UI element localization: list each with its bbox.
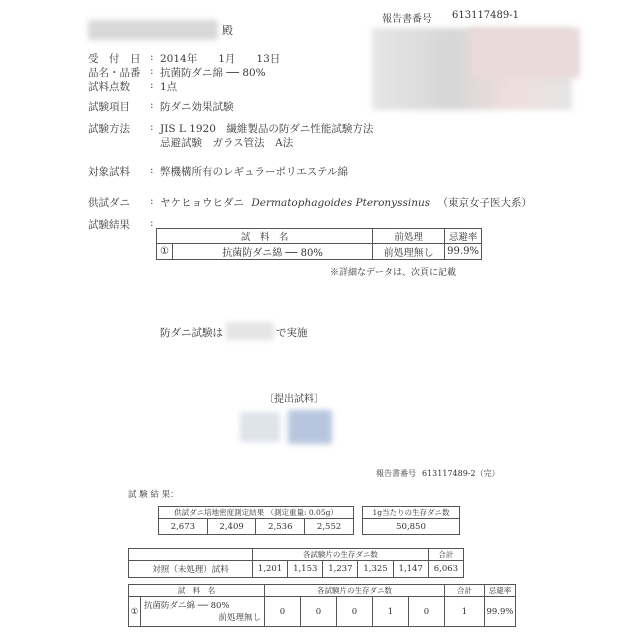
field-value-test-method: JIS L 1920 繊維製品の防ダニ性能試験方法 (160, 123, 374, 135)
control-total: 6,063 (428, 561, 463, 578)
control-value: 1,153 (288, 561, 323, 578)
sample-rate: 99.9% (484, 597, 515, 627)
sample-value: 0 (408, 597, 444, 627)
mite-name-latin: Dermatophagoides Pteronyssinus (251, 197, 431, 209)
field-sep: : (150, 121, 154, 133)
redacted-stamp-upper (470, 28, 580, 78)
table-row (363, 519, 460, 535)
mite-origin: （東京女子医大系） (437, 197, 532, 209)
field-label-test-method: 試験方法 (88, 123, 130, 135)
density-value: 2,536 (256, 519, 305, 535)
field-value-product: 抗菌防ダニ綿 ── 80% (160, 67, 266, 79)
density-value: 2,552 (305, 519, 354, 535)
result-table-header (157, 229, 482, 244)
field-value-test-method-2: 忌避試験 ガラス管法 A法 (160, 137, 294, 149)
page2-results-label: 試 験 結 果： (128, 490, 179, 500)
field-label-sample-count: 試料点数 (88, 81, 130, 93)
density-header: 供試ダニ培地密度測定結果 （測定重量: 0.05g） (159, 507, 354, 519)
sample-name: 抗菌防ダニ綿 ── 80% (144, 600, 230, 611)
result-table (156, 228, 482, 260)
control-blank-header (129, 549, 253, 561)
row-sample-name: 抗菌防ダニ綿 ── 80% (173, 244, 373, 260)
control-group-header: 各試験片の生存ダニ数 (253, 549, 429, 561)
field-sep: : (150, 51, 154, 63)
control-table (128, 548, 464, 578)
control-value: 1,325 (358, 561, 393, 578)
field-label-product: 品名・品番 (88, 67, 141, 79)
report-number-label: 報告書番号 (382, 14, 432, 25)
field-label-test-mite: 供試ダニ (88, 197, 130, 209)
sample-pretreatment: 前処理無し (218, 612, 261, 623)
control-row-label: 対照（未処理）試料 (129, 561, 253, 578)
field-sep: : (150, 164, 154, 176)
field-value-sample-count: 1点 (160, 81, 178, 93)
field-sep: : (150, 99, 154, 111)
header-pretreatment: 前処理 (373, 229, 445, 244)
field-sep: : (150, 217, 154, 229)
field-label-test-item: 試験項目 (88, 101, 130, 113)
control-value: 1,147 (393, 561, 428, 578)
sample-value: 0 (300, 597, 336, 627)
table-row (129, 597, 516, 627)
conducted-prefix: 防ダニ試験は (160, 327, 223, 339)
field-label-results: 試験結果 (88, 219, 130, 231)
report-number: 613117489-1 (452, 10, 520, 21)
field-label-target-sample: 対象試料 (88, 166, 130, 178)
table-row (159, 519, 354, 535)
sample-name-header: 試 料 名 (129, 585, 265, 597)
row-number: ① (157, 244, 173, 260)
survival-per-gram-table (362, 506, 460, 535)
mite-name-japanese: ヤケヒョウヒダニ (160, 197, 244, 209)
conducted-suffix: で実施 (276, 327, 308, 339)
sample-number: ① (129, 597, 141, 627)
control-value: 1,237 (323, 561, 358, 578)
header-sample-name: 試 料 名 (157, 229, 373, 244)
sample-value: 0 (336, 597, 372, 627)
table-row (157, 244, 482, 260)
sample-rate-header: 忌避率 (484, 585, 515, 597)
field-value-test-mite (160, 195, 532, 210)
field-value-test-item: 防ダニ効果試験 (160, 101, 234, 113)
sample-name-cell (141, 597, 265, 627)
field-label-received-date: 受 付 日 (88, 53, 141, 65)
sample-group-header: 各試験片の生存ダニ数 (264, 585, 444, 597)
header-repellency-rate: 忌避率 (445, 229, 482, 244)
addressee-suffix: 殿 (222, 24, 233, 37)
field-value-received-date: 2014年 1月 13日 (160, 53, 281, 65)
control-total-header: 合計 (428, 549, 463, 561)
field-sep: : (150, 79, 154, 91)
sample-total-header: 合計 (444, 585, 484, 597)
density-value: 2,673 (159, 519, 208, 535)
field-sep: : (150, 65, 154, 77)
row-pretreatment: 前処理無し (373, 244, 445, 260)
density-value: 2,409 (207, 519, 256, 535)
redacted-lab-name (226, 322, 274, 340)
control-value: 1,201 (253, 561, 288, 578)
detail-note: ※詳細なデータは、次頁に記載 (330, 268, 457, 278)
redacted-submitted-photo-2 (288, 410, 332, 444)
sample-value: 0 (264, 597, 300, 627)
redacted-addressee (88, 20, 218, 40)
table-row (129, 561, 464, 578)
page2-report-number-label: 報告書番号 (376, 469, 416, 478)
density-table (158, 506, 354, 535)
sample-value: 1 (372, 597, 408, 627)
survival-value: 50,850 (363, 519, 460, 535)
field-value-target-sample: 弊機構所有のレギュラーポリエステル綿 (160, 166, 349, 178)
sample-total: 1 (444, 597, 484, 627)
row-repellency-rate: 99.9% (445, 244, 482, 260)
field-sep: : (150, 195, 154, 207)
sample-result-table (128, 584, 516, 627)
redacted-submitted-photo (240, 412, 280, 442)
submitted-sample-label: 〔提出試料〕 (264, 394, 324, 405)
survival-header: 1g当たりの生存ダニ数 (363, 507, 460, 519)
page2-report-number: 613117489-2（完） (422, 469, 500, 478)
